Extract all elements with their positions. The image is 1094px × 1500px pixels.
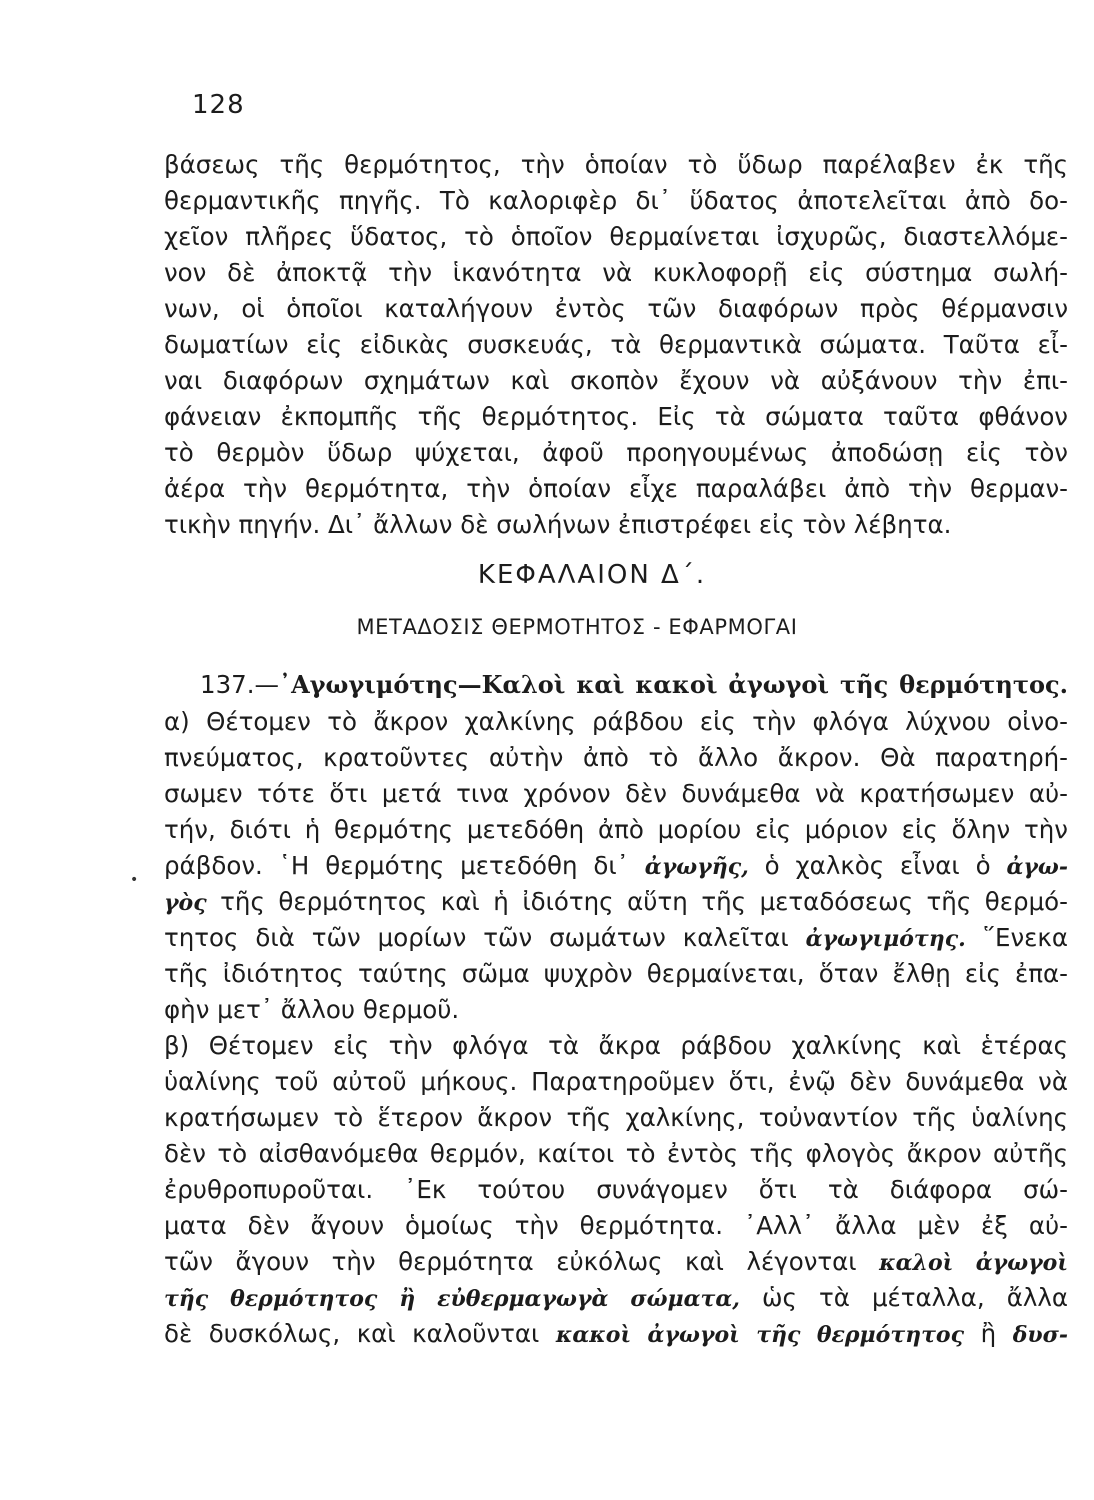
text-line: τὸ θερμὸν ὕδωρ ψύχεται, ἀφοῦ προηγουμένως ἀποδώσῃ εἰς τὸν: [164, 438, 1068, 467]
text-line: τῆς ἰδιότητος ταύτης σῶμα ψυχρὸν θερμαίνεται, ὅταν ἔλθῃ εἰς ἐπα-: [164, 959, 1068, 988]
text-line: ἀέρα τὴν θερμότητα, τὴν ὁποίαν εἶχε παραλάβει ἀπὸ τὴν θερμαν-: [164, 474, 1068, 503]
text-line: φὴν μετ᾽ ἄλλου θερμοῦ.: [164, 995, 460, 1024]
section-heading: [164, 666, 1068, 704]
section-number: 137.—: [200, 670, 280, 699]
text-line: ὑαλίνης τοῦ αὐτοῦ μήκους. Παρατηροῦμεν ὅτι, ἐνῷ δὲν δυνάμεθα νὰ: [164, 1067, 1068, 1096]
text-line: ἐρυθροπυροῦται. ᾽Εκ τούτου συνάγομεν ὅτι τὰ διάφορα σώ-: [164, 1175, 1068, 1204]
text-line: [164, 1316, 1068, 1352]
text-run: δὲ δυσκόλως, καὶ καλοῦνται: [164, 1319, 556, 1348]
section-title: ᾽Αγωγιμότης—Καλοὶ καὶ κακοὶ ἀγωγοὶ τῆς θερμότητος.: [279, 670, 1068, 699]
text-line: [164, 1280, 1068, 1316]
text-run: τῶν ἄγουν τὴν θερμότητα εὐκόλως καὶ λέγονται: [164, 1247, 880, 1276]
text-line: [164, 848, 1068, 884]
text-line: σωμεν τότε ὅτι μετά τινα χρόνον δὲν δυνάμεθα νὰ κρατήσωμεν αὐ-: [164, 779, 1068, 808]
text-line: β) Θέτομεν εἰς τὴν φλόγα τὰ ἄκρα ράβδου χαλκίνης καὶ ἑτέρας: [164, 1031, 1068, 1060]
text-line: τικὴν πηγήν. Δι᾽ ἄλλων δὲ σωλήνων ἐπιστρέφει εἰς τὸν λέβητα.: [164, 510, 952, 539]
text-run: ὡς τὰ μέταλλα, ἄλλα: [739, 1283, 1068, 1312]
section-137: [164, 666, 1068, 1352]
text-line: πνεύματος, κρατοῦντες αὐτὴν ἀπὸ τὸ ἄλλο ἄκρον. Θὰ παρατηρή-: [164, 743, 1068, 772]
text-run: τῆς θερμότητος καὶ ἡ ἰδιότης αὕτη τῆς μεταδόσεως τῆς θερμό-: [206, 887, 1068, 916]
text-line: φάνειαν ἐκπομπῆς τῆς θερμότητος. Εἰς τὰ σώματα ταῦτα φθάνον: [164, 402, 1068, 431]
emphasis-term: ἀγωγῆς,: [644, 854, 749, 880]
chapter-title: ΚΕΦΑΛΑΙΟΝ Δ΄.: [477, 560, 707, 590]
text-run: ῞Ενεκα: [965, 923, 1068, 952]
text-line: δωματίων εἰς εἰδικὰς συσκευάς, τὰ θερμαντικὰ σώματα. Ταῦτα εἶ-: [164, 330, 1068, 359]
chapter-subtitle: ΜΕΤΑΔΟΣΙΣ ΘΕΡΜΟΤΗΤΟΣ - ΕΦΑΡΜΟΓΑΙ: [356, 615, 798, 639]
text-run: ὁ χαλκὸς εἶναι ὁ: [748, 851, 1007, 880]
emphasis-term: ἀγω-: [1006, 854, 1068, 880]
text-run: ράβδον. ῾Η θερμότης μετεδόθη δι᾽: [164, 851, 645, 880]
text-line: δὲν τὸ αἰσθανόμεθα θερμόν, καίτοι τὸ ἐντὸς τῆς φλογὸς ἄκρον αὐτῆς: [164, 1139, 1068, 1168]
text-line: ματα δὲν ἄγουν ὁμοίως τὴν θερμότητα. ᾽Αλλ᾽ ἄλλα μὲν ἐξ αὐ-: [164, 1211, 1068, 1240]
text-line: τήν, διότι ἡ θερμότης μετεδόθη ἀπὸ μορίου εἰς μόριον εἰς ὅλην τὴν: [164, 815, 1068, 844]
page-number: 128: [192, 90, 245, 120]
margin-mark: •: [130, 872, 139, 888]
emphasis-term: κακοὶ ἀγωγοὶ τῆς θερμότητος: [555, 1322, 964, 1348]
text-line: [164, 884, 1068, 920]
text-run: ἢ: [964, 1319, 1013, 1348]
text-line: θερμαντικῆς πηγῆς. Τὸ καλοριφὲρ δι᾽ ὕδατος ἀποτελεῖται ἀπὸ δο-: [164, 186, 1068, 215]
text-line: [164, 1244, 1068, 1280]
text-line: νον δὲ ἀποκτᾷ τὴν ἱκανότητα νὰ κυκλοφορῇ εἰς σύστημα σωλή-: [164, 258, 1068, 287]
text-line: νων, οἱ ὁποῖοι καταλήγουν ἐντὸς τῶν διαφόρων πρὸς θέρμανσιν: [164, 294, 1068, 323]
emphasis-term: ἀγωγιμότης.: [805, 926, 966, 952]
text-line: κρατήσωμεν τὸ ἕτερον ἄκρον τῆς χαλκίνης, τοὐναντίον τῆς ὑαλίνης: [164, 1103, 1068, 1132]
text-line: βάσεως τῆς θερμότητος, τὴν ὁποίαν τὸ ὕδωρ παρέλαβεν ἐκ τῆς: [164, 150, 1068, 179]
text-line: χεῖον πλῆρες ὕδατος, τὸ ὁποῖον θερμαίνεται ἰσχυρῶς, διαστελλόμε-: [164, 222, 1068, 251]
emphasis-term: γὸς: [164, 890, 207, 916]
text-line: ναι διαφόρων σχημάτων καὶ σκοπὸν ἔχουν νὰ αὐξάνουν τὴν ἐπι-: [164, 366, 1068, 395]
emphasis-term: τῆς θερμότητος ἢ εὐθερμαγωγὰ σώματα,: [164, 1286, 740, 1312]
emphasis-term: δυσ-: [1012, 1322, 1068, 1348]
text-line: [164, 920, 1068, 956]
paragraph-heating-system: [164, 147, 1068, 543]
text-line: α) Θέτομεν τὸ ἄκρον χαλκίνης ράβδου εἰς τὴν φλόγα λύχνου οἰνο-: [164, 707, 1068, 736]
emphasis-term: καλοὶ ἀγωγοὶ: [879, 1250, 1068, 1276]
text-run: τητος διὰ τῶν μορίων τῶν σωμάτων καλεῖται: [164, 923, 806, 952]
